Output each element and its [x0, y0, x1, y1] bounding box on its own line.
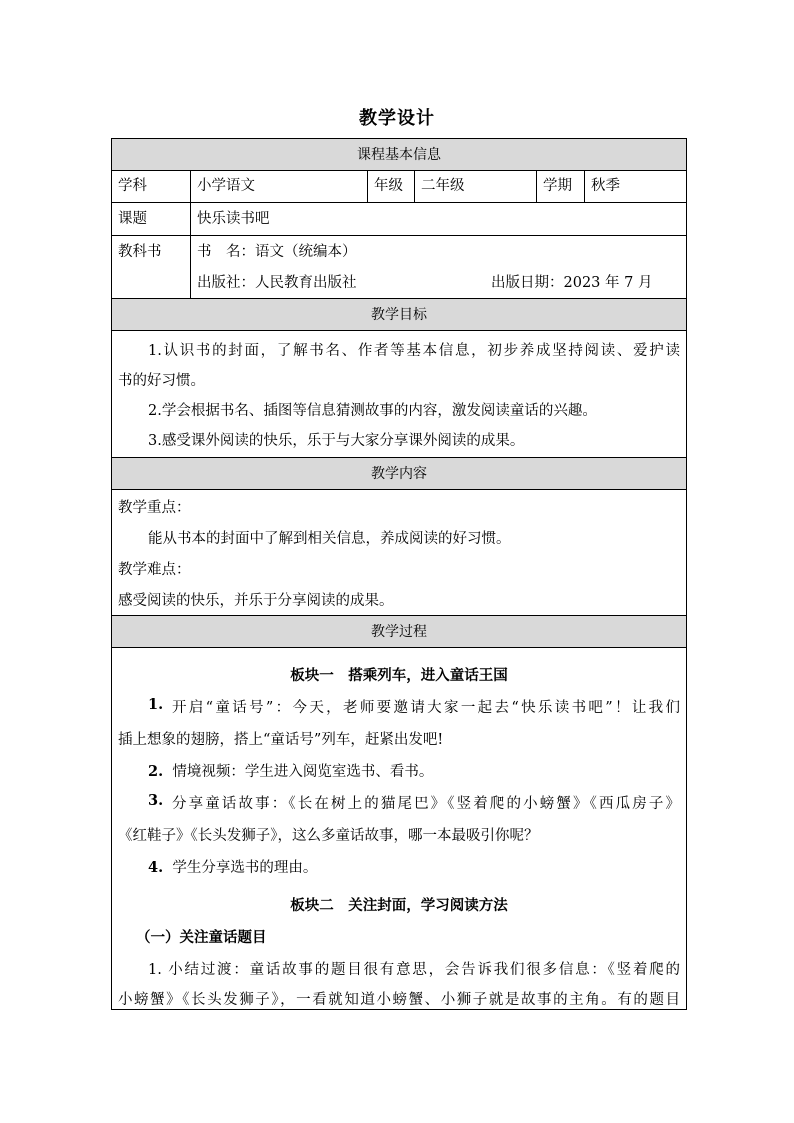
info-row-subject — [112, 171, 686, 203]
document-title: 教学设计 — [359, 108, 435, 129]
step-3-line-1: 分享童话故事：《长在树上的猫尾巴》《竖着爬的小螃蟹》《西瓜房子》 — [172, 796, 680, 812]
subsection-1-title: （一）关注童话题目 — [136, 929, 267, 946]
section-content-label: 教学内容 — [371, 466, 427, 482]
step-1-line-1: 开启“童话号”：今天，老师要邀请大家一起去“快乐读书吧”！让我们 — [172, 700, 680, 716]
goal-1-line-1: 1.认识书的封面，了解书名、作者等基本信息，初步养成坚持阅读、爱护读 — [148, 343, 680, 359]
info-row-topic — [112, 203, 686, 236]
section-process-label: 教学过程 — [371, 624, 427, 640]
difficult-points-text: 感受阅读的快乐，并乐于分享阅读的成果。 — [118, 593, 394, 609]
step-2: 2. 情境视频：学生进入阅览室选书、看书。 — [148, 763, 434, 780]
grade-label: 年级 — [367, 171, 414, 202]
section-goals — [112, 299, 686, 331]
goal-1-line-2: 书的好习惯。 — [118, 373, 205, 389]
publish-date: 出版日期：2023 年 7 月 — [491, 275, 653, 291]
transition-line-2: 小螃蟹》《长头发狮子》，一看就知道小螃蟹、小狮子就是故事的主角。有的题目 — [118, 992, 680, 1008]
section-basic-info — [112, 139, 686, 171]
step-1-line-2: 插上想象的翅膀，搭上“童话号”列车，赶紧出发吧! — [118, 732, 444, 748]
transition-line-1: 1. 小结过渡：童话故事的题目很有意思，会告诉我们很多信息：《竖着爬的 — [148, 962, 680, 978]
lesson-plan-table — [111, 138, 687, 1010]
term-label: 学期 — [536, 171, 584, 202]
process-body — [112, 648, 686, 1009]
key-points-text: 能从书本的封面中了解到相关信息，养成阅读的好习惯。 — [148, 531, 511, 547]
goal-3: 3.感受课外阅读的快乐，乐于与大家分享课外阅读的成果。 — [148, 433, 525, 449]
topic-value: 快乐读书吧 — [190, 203, 686, 235]
key-points-label: 教学重点： — [118, 500, 191, 516]
block-2-title: 板块二 关注封面，学习阅读方法 — [290, 897, 508, 914]
step-3-line-2: 《红鞋子》《长头发狮子》，这么多童话故事，哪一本最吸引你呢？ — [118, 828, 539, 844]
section-goals-label: 教学目标 — [371, 307, 427, 323]
section-content — [112, 458, 686, 490]
topic-label: 课题 — [118, 211, 147, 227]
content-body — [112, 490, 686, 616]
publisher: 出版社：人民教育出版社 — [197, 275, 357, 291]
subject-value: 小学语文 — [190, 171, 367, 202]
step-1-number: 1. — [148, 696, 164, 713]
step-3-number: 3. — [148, 792, 164, 809]
step-4: 4. 学生分享选书的理由。 — [148, 859, 318, 876]
subject-label: 学科 — [118, 178, 147, 194]
textbook-details — [190, 236, 686, 298]
grade-value: 二年级 — [414, 171, 536, 202]
section-basic-info-label: 课程基本信息 — [357, 147, 441, 163]
textbook-label: 教科书 — [118, 244, 162, 260]
book-name: 书 名：语文（统编本） — [197, 244, 357, 260]
goals-body — [112, 331, 686, 458]
goal-2: 2.学会根据书名、插图等信息猜测故事的内容，激发阅读童话的兴趣。 — [148, 403, 597, 419]
info-row-textbook — [112, 236, 686, 299]
section-process — [112, 616, 686, 648]
block-1-title: 板块一 搭乘列车，进入童话王国 — [290, 667, 508, 684]
difficult-points-label: 教学难点： — [118, 562, 191, 578]
term-value: 秋季 — [584, 171, 686, 202]
